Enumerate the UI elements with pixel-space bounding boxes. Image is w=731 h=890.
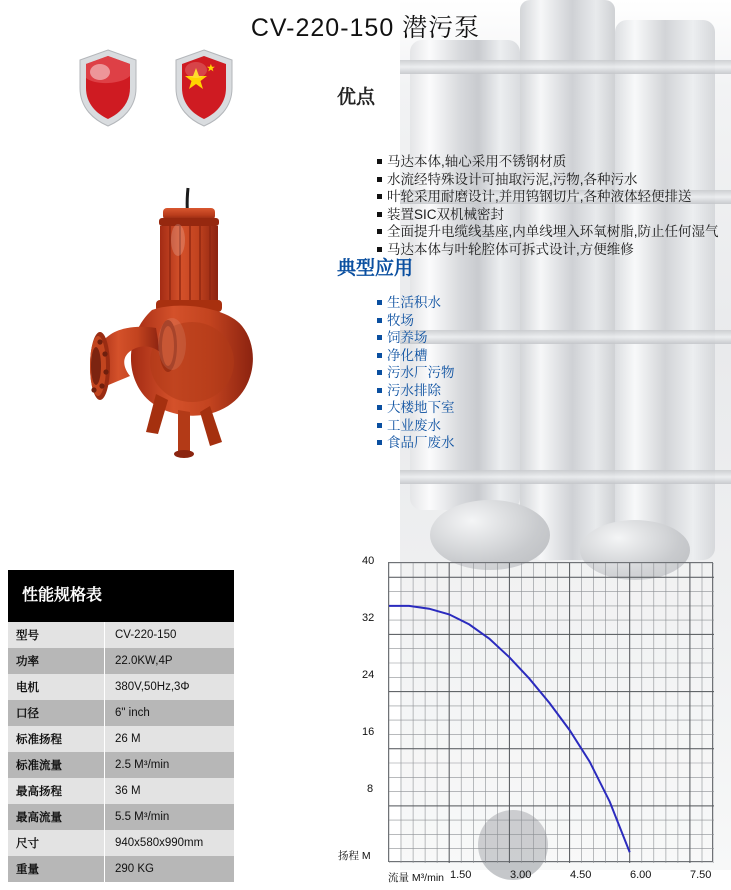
spec-key: 型号 bbox=[8, 622, 104, 648]
spec-value: 380V,50Hz,3Φ bbox=[105, 674, 234, 700]
list-item: 马达本体与叶轮腔体可拆式设计,方便维修 bbox=[377, 241, 731, 259]
x-tick-label: 6.00 bbox=[630, 869, 652, 881]
list-item: 全面提升电缆线基座,内单线埋入环氧树脂,防止任何湿气 bbox=[377, 223, 731, 241]
list-item: 生活积水 bbox=[377, 294, 577, 312]
product-pump-image bbox=[60, 180, 320, 470]
spec-table-title: 性能规格表 bbox=[8, 570, 234, 622]
x-axis-label: 流量 M³/min bbox=[388, 872, 444, 884]
list-item: 工业废水 bbox=[377, 417, 577, 435]
spec-value: 940x580x990mm bbox=[105, 830, 234, 856]
table-row bbox=[8, 674, 234, 700]
spec-key: 尺寸 bbox=[8, 830, 104, 856]
spec-key: 口径 bbox=[8, 700, 104, 726]
advantages-heading: 优点 bbox=[337, 87, 376, 108]
table-row bbox=[8, 830, 234, 856]
spec-key: 标准扬程 bbox=[8, 726, 104, 752]
y-tick-label: 8 bbox=[367, 783, 374, 795]
spec-value: 36 M bbox=[105, 778, 234, 804]
applications-heading: 典型应用 bbox=[337, 258, 414, 279]
spec-key: 最高扬程 bbox=[8, 778, 104, 804]
photo-band bbox=[400, 60, 731, 74]
list-item: 净化槽 bbox=[377, 347, 577, 365]
table-row bbox=[8, 804, 234, 830]
y-tick-label: 40 bbox=[362, 555, 375, 567]
list-item: 叶轮采用耐磨设计,并用钨钢切片,各种液体轻便排送 bbox=[377, 188, 731, 206]
table-row bbox=[8, 726, 234, 752]
spec-key: 功率 bbox=[8, 648, 104, 674]
spec-key: 标准流量 bbox=[8, 752, 104, 778]
quality-shield-icon bbox=[76, 48, 140, 128]
advantages-list bbox=[337, 153, 731, 258]
y-axis-label: 扬程 M bbox=[338, 850, 371, 862]
spec-value: 26 M bbox=[105, 726, 234, 752]
x-tick-label: 7.50 bbox=[690, 869, 712, 881]
photo-band bbox=[400, 470, 731, 484]
table-row bbox=[8, 622, 234, 648]
table-row bbox=[8, 856, 234, 882]
spec-value: 2.5 M³/min bbox=[105, 752, 234, 778]
table-row bbox=[8, 778, 234, 804]
spec-key: 重量 bbox=[8, 856, 104, 882]
list-item: 大楼地下室 bbox=[377, 399, 577, 417]
table-row bbox=[8, 700, 234, 726]
chart-curve bbox=[389, 563, 714, 863]
table-row bbox=[8, 752, 234, 778]
badge-group bbox=[68, 48, 258, 138]
list-item: 装置SIC双机械密封 bbox=[377, 206, 731, 224]
x-tick-label: 1.50 bbox=[450, 869, 472, 881]
spec-key: 电机 bbox=[8, 674, 104, 700]
spec-value: CV-220-150 bbox=[105, 622, 234, 648]
spec-value: 6" inch bbox=[105, 700, 234, 726]
spec-value: 5.5 M³/min bbox=[105, 804, 234, 830]
list-item: 污水排除 bbox=[377, 382, 577, 400]
table-row bbox=[8, 648, 234, 674]
china-flag-shield-icon bbox=[172, 48, 236, 128]
y-tick-label: 16 bbox=[362, 726, 375, 738]
applications-list bbox=[337, 294, 577, 452]
spec-value: 290 KG bbox=[105, 856, 234, 882]
spec-value: 22.0KW,4P bbox=[105, 648, 234, 674]
list-item: 马达本体,轴心采用不锈钢材质 bbox=[377, 153, 731, 171]
chart-plot-area bbox=[388, 562, 713, 862]
performance-chart bbox=[338, 540, 731, 890]
list-item: 水流经特殊设计可抽取污泥,污物,各种污水 bbox=[377, 171, 731, 189]
list-item: 污水厂污物 bbox=[377, 364, 577, 382]
x-tick-label: 3.00 bbox=[510, 869, 532, 881]
y-tick-label: 24 bbox=[362, 669, 375, 681]
y-tick-label: 32 bbox=[362, 612, 375, 624]
list-item: 饲养场 bbox=[377, 329, 577, 347]
spec-key: 最高流量 bbox=[8, 804, 104, 830]
page-title: CV-220-150 潜污泵 bbox=[250, 14, 481, 42]
x-tick-label: 4.50 bbox=[570, 869, 592, 881]
list-item: 食品厂废水 bbox=[377, 434, 577, 452]
spec-table bbox=[8, 570, 234, 882]
list-item: 牧场 bbox=[377, 312, 577, 330]
